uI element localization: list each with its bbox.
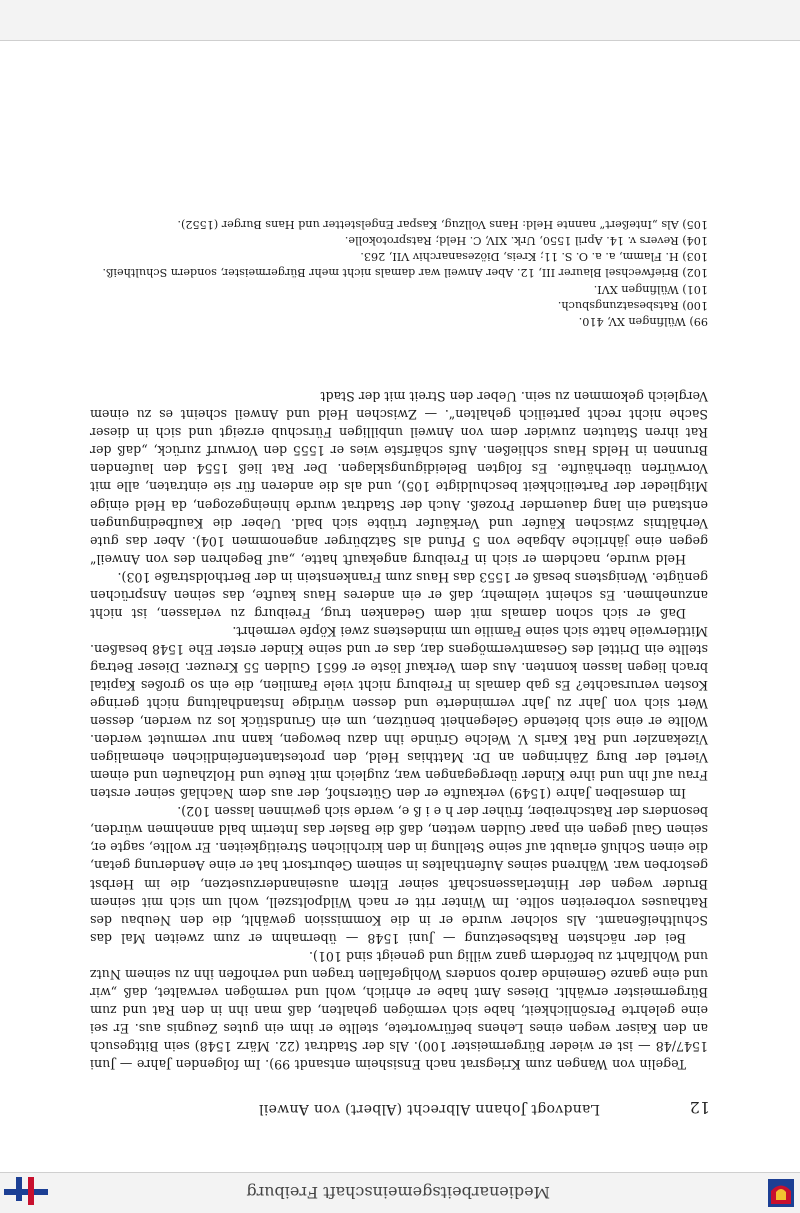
paragraph-2: Bei der nächsten Ratsbesetzung — Juni 1548 — übernahm er zum zweiten Mal das Schultheißenamt. Als solcher wurde er in die Kommission gewählt, die den Neubau des Rathauses vorbereiten sollte. Im Winter ritt er nach Wildpoltszell, wohl um sich mit seinem Bruder wegen der Hinterlassenschaft seiner Eltern auseinanderzusetzen, die im Herbst gestorben war. Während seines Aufenthaltes in seinem Geburtsort hat er eine Aenderung getan, die einen Schluß erlaubt auf seine Stellung in den kirchlichen Streitigkeiten. Er wollte, sagte er, seinen Gaul gegen ein paar Gulden wetten, daß die Basler das Interim bald annehmen würden, besonders der Ratschreiber, früher der h e i ß e, werde sich gewinnen lassen 102).	[90, 804, 708, 946]
footnote-99: 99) Wülfingen XV, 410.	[578, 315, 708, 328]
page-number: 12	[689, 1098, 710, 1117]
footnote-102: 102) Briefwechsel Blaurer III, 12. Aber Anweil war damals nicht mehr Bürgermeister, sondern Schultheiß.	[102, 266, 708, 280]
state-library-logo-icon	[4, 1177, 48, 1205]
footnote-103: 103) H. Flamm, a. a. O. S. 11; Kreis, Diözesanarchiv VII, 263.	[360, 250, 708, 264]
footnote-104: 104) Revers v. 14. April 1550, Urk. XIV, C. Held; Ratsprotokolle.	[344, 233, 708, 247]
paragraph-4: Daß er sich schon damals mit dem Gedanken trug, Freiburg zu verlassen, ist nicht anzunehmen. Es scheint vielmehr, daß er ein anderes Haus kaufte, das seinen Ansprüchen genügte. Wenigstens besaß er 1553 das Haus zum Frankenstein in der Bertholdstraße 103).	[90, 569, 708, 621]
footnote-100: 100) Ratsbesatzungsbuch.	[557, 298, 708, 312]
footnotes	[90, 216, 708, 329]
running-title: Landvogt Johann Albrecht (Albert) von Anweil	[258, 1101, 600, 1117]
paragraph-3: Im demselben Jahre (1549) verkaufte er den Gütershof, der aus dem Nachlaß seiner ersten Frau auf ihn und ihre Kinder übergegangen war, zugleich mit Reute und Holzhaufen und einem Viertel der Burg Zähringen an Dr. Matthias Held, den protestantenfeindlichen ehemaligen Vizekanzler und Rat Karls V. Welche Gründe ihn dazu bewogen, kann nur vermutet werden. Wollte er eine sich bietende Gelegenheit benützen, um ein Grundstück los zu werden, dessen Wert sich von Jahr zu Jahr verminderte und dessen würdige Instandhaltung nicht geringe Kosten verursachte? Es gab damals in Freiburg nicht viele Familien, die ein so großes Kapital brach liegen lassen konnten. Aus dem Verkauf löste er 6651 Gulden 55 Kreuzer. Dieser Betrag stellte ein Drittel des Gesamtvermögens dar, das er und seine Kinder erster Ehe 1548 besaßen. Mittlerweile hatte sich seine Familie um mindestens zwei Köpfe vermehrt.	[90, 623, 708, 802]
paragraph-5: Held wurde, nachdem er sich in Freiburg angekauft hatte, „auf Begehren des von Anweil“ gegen eine jährliche Abgabe von 5 Pfund als Satzbürger angenommen 104). Aber das gute Verhältnis zwischen Käufer und Verkäufer trübte sich bald. Ueber die Kaufbedingungen entstand ein lang dauernder Prozeß. Auch der Stadtrat wurde hineingezogen, da Held einige Mitglieder der Parteilichkeit beschuldigte 105), und als die anderen für sie eintraten, alle mit Vorwürfen überhäufte. Es folgten Beleidigungsklagen. Der Rat ließ 1554 den laufenden Brunnen in Helds Haus schließen. Aufs schärfste wies er 1555 den Vorwurf zurück, „daß der Rat ihren Statuten zuwider dem von Anweil unbilligen Fürschub erzeigt und sich in dieser Sache nicht recht parteilich gehalten“. — Zwischen Held und Anweil scheint es zu einem Vergleich gekommen zu sein. Ueber den Streit mit der Stadt	[90, 389, 708, 567]
paragraph-1: Tegelin von Wangen zum Kriegsrat nach Ensisheim entsandt 99). Im folgenden Jahre — Juni 1547/48 — ist er wieder Bürgermeister 100). Als der Stadtrat (22. März 1548) sein Bittgesuch an den Kaiser wegen eines Lehens befürwortete, stellte er ihm ein gutes Zeugnis aus. Er sei eine gelehrte Persönlichkeit, habe sich vermögen gehalten, daß man ihn in den Rat und zum Bürgermeister erwählt. Dieses Amt habe er ehrlich, wohl und vermögen verwaltet, daß „wir und eine ganze Gemeinde darob sonders Wohlgefallen tragen und verhoffen ihn zu seinem Nutz und Wohlfahrt zu befördern ganz willig und geneigt sind 101).	[90, 948, 708, 1072]
footnote-105: 105) Als „Inteßert“ nannte Held: Hans Vollzug, Kaspar Engelstetter und Hans Burger (1552).	[177, 217, 708, 231]
viewer-footer-band	[0, 0, 800, 41]
body-text	[90, 387, 708, 1073]
footnote-101: 101) Wülfingen XVI.	[593, 282, 708, 296]
viewer-title-label: Medienarbeitsgemeinschaft Freiburg	[246, 1183, 550, 1202]
viewer-header-band	[0, 1172, 800, 1213]
university-library-logo-icon	[768, 1179, 794, 1207]
